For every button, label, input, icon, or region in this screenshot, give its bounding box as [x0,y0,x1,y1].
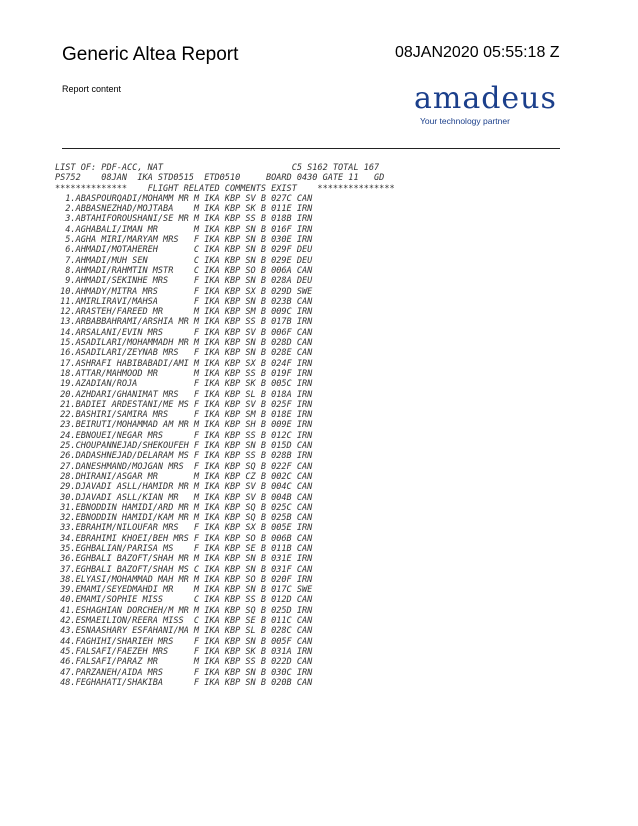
report-timestamp: 08JAN2020 05:55:18 Z [395,44,560,61]
passenger-row: 31.EBNODDIN HAMIDI/ARD MR M IKA KBP SQ B 025C CAN [55,502,313,513]
passenger-row: 19.AZADIAN/ROJA F IKA KBP SK B 005C IRN [55,379,313,390]
passenger-row: 35.EGHBALIAN/PARISA MS F IKA KBP SE B 011B CAN [55,543,313,554]
passenger-row: 13.ARBABBAHRAMI/ARSHIA MR M IKA KBP SS B 017B IRN [55,317,313,328]
passenger-row: 41.ESHAGHIAN DORCHEH/M MR M IKA KBP SQ B 025D IRN [55,605,313,616]
passenger-row: 44.FAGHIHI/SHARIEH MRS F IKA KBP SN B 005F CAN [55,636,313,647]
passenger-row: 18.ATTAR/MAHMOOD MR M IKA KBP SS B 019F IRN [55,368,313,379]
passenger-row: 4.AGHABALI/IMAN MR M IKA KBP SN B 016F IRN [55,224,313,235]
passenger-row: 22.BASHIRI/SAMIRA MRS F IKA KBP SM B 018E IRN [55,410,313,421]
passenger-row: 32.EBNODDIN HAMIDI/KAM MR M IKA KBP SQ B 025B CAN [55,513,313,524]
passenger-row: 38.ELYASI/MOHAMMAD MAH MR M IKA KBP SO B 020F IRN [55,574,313,585]
passenger-row: 33.EBRAHIM/NILOUFAR MRS F IKA KBP SX B 005E IRN [55,523,313,534]
report-header-line: PS752 08JAN IKA STD0515 ETD0510 BOARD 0430 GATE 11 GD [55,173,385,184]
logo-wordmark: amadeus [414,81,557,116]
header-divider [62,148,560,149]
passenger-row: 37.EGHBALI BAZOFT/SHAH MS C IKA KBP SN B 031F CAN [55,564,313,575]
passenger-row: 48.FEGHAHATI/SHAKIBA F IKA KBP SN B 020B CAN [55,677,313,688]
passenger-row: 15.ASADILARI/MOHAMMADH MR M IKA KBP SN B 028D CAN [55,338,313,349]
passenger-row: 5.AGHA MIRI/MARYAM MRS F IKA KBP SN B 030E IRN [55,235,313,246]
passenger-row: 21.BADIEI ARDESTANI/ME MS F IKA KBP SV B 025F IRN [55,399,313,410]
passenger-row: 6.AHMADI/MOTAHEREH C IKA KBP SN B 029F DEU [55,245,313,256]
passenger-row: 3.ABTAHIFOROUSHANI/SE MR M IKA KBP SS B 018B IRN [55,214,313,225]
passenger-row: 26.DADASHNEJAD/DELARAM MS F IKA KBP SS B 028B IRN [55,451,313,462]
passenger-row: 12.ARASTEH/FAREED MR M IKA KBP SM B 009C IRN [55,307,313,318]
passenger-row: 30.DJAVADI ASLL/KIAN MR M IKA KBP SV B 004B CAN [55,492,313,503]
passenger-row: 14.ARSALANI/EVIN MRS F IKA KBP SV B 006F CAN [55,327,313,338]
passenger-row: 8.AHMADI/RAHMTIN MSTR C IKA KBP SO B 006A CAN [55,265,313,276]
passenger-row: 34.EBRAHIMI KHOEI/BEH MRS F IKA KBP SO B 006B CAN [55,533,313,544]
passenger-row: 45.FALSAFI/FAEZEH MRS F IKA KBP SK B 031A IRN [55,646,313,657]
passenger-row: 46.FALSAFI/PARAZ MR M IKA KBP SS B 022D CAN [55,657,313,668]
logo-tagline: Your technology partner [420,116,510,126]
report-header-line: ************** FLIGHT RELATED COMMENTS EXIST *************** [55,183,395,194]
report-header-line: LIST OF: PDF-ACC, NAT C5 S162 TOTAL 167 [55,163,380,173]
passenger-row: 11.AMIRLIRAVI/MAHSA F IKA KBP SN B 023B CAN [55,296,313,307]
passenger-row: 23.BEIRUTI/MOHAMMAD AM MR M IKA KBP SH B 009E IRN [55,420,313,431]
passenger-row: 27.DANESHMAND/MOJGAN MRS F IKA KBP SQ B 022F CAN [55,461,313,472]
passenger-list [55,163,395,688]
report-title: Generic Altea Report [62,44,239,65]
report-subtitle: Report content [62,84,122,94]
passenger-row: 7.AHMADI/MUH SEN C IKA KBP SN B 029E DEU [55,255,313,266]
passenger-row: 29.DJAVADI ASLL/HAMIDR MR M IKA KBP SV B 004C CAN [55,482,313,493]
passenger-row: 17.ASHRAFI HABIBABADI/AMI M IKA KBP SX B 024F IRN [55,358,313,369]
passenger-row: 16.ASADILARI/ZEYNAB MRS F IKA KBP SN B 028E CAN [55,348,313,359]
passenger-row: 36.EGHBALI BAZOFT/SHAH MR M IKA KBP SN B 031E IRN [55,554,313,565]
passenger-row: 42.ESMAEILION/REERA MISS C IKA KBP SE B 011C CAN [55,616,313,627]
passenger-row: 39.EMAMI/SEYEDMAHDI MR M IKA KBP SN B 017C SWE [55,585,313,596]
passenger-row: 47.PARZANEH/AIDA MRS F IKA KBP SN B 030C IRN [55,667,313,678]
passenger-row: 10.AHMADY/MITRA MRS F IKA KBP SX B 029D SWE [55,286,313,297]
passenger-row: 24.EBNOUEI/NEGAR MRS F IKA KBP SS B 012C IRN [55,430,313,441]
passenger-row: 40.EMAMI/SOPHIE MISS C IKA KBP SS B 012D CAN [55,595,313,606]
passenger-row: 25.CHOUPANNEJAD/SHEKOUFEH F IKA KBP SN B 015D CAN [55,441,313,452]
passenger-row: 9.AHMADI/SEKINHE MRS F IKA KBP SN B 028A DEU [55,276,313,287]
passenger-row: 20.AZHDARI/GHANIMAT MRS F IKA KBP SL B 018A IRN [55,389,313,400]
amadeus-logo [414,81,557,136]
passenger-row: 28.DHIRANI/ASGAR MR M IKA KBP CZ B 002C CAN [55,471,313,482]
passenger-row: 43.ESNAASHARY ESFAHANI/MA M IKA KBP SL B 028C CAN [55,626,313,637]
passenger-row: 1.ABASPOURQADI/MOHAMM MR M IKA KBP SV B 027C CAN [55,193,313,204]
passenger-row: 2.ABBASNEZHAD/MOJTABA M IKA KBP SK B 011E IRN [55,204,313,215]
